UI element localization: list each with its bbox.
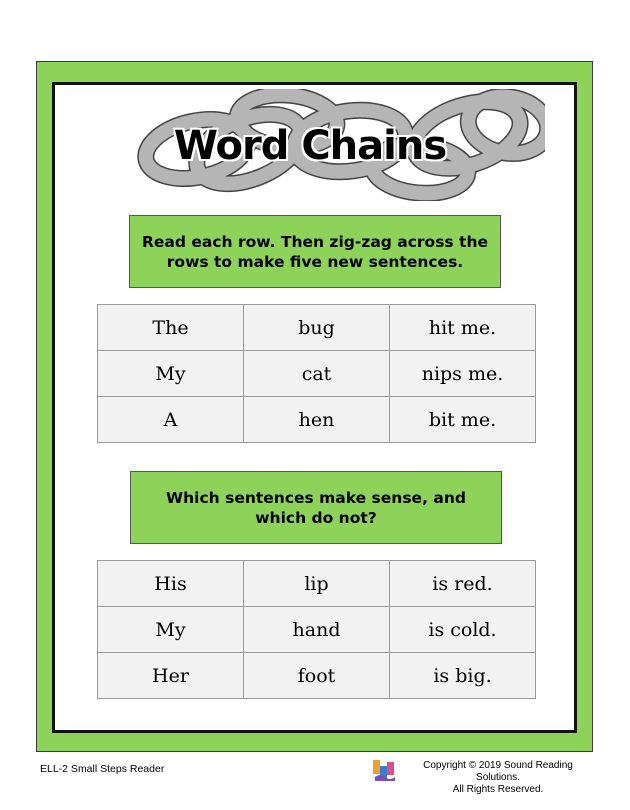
table-cell: A xyxy=(98,397,244,443)
table-cell: hen xyxy=(244,397,390,443)
table-cell: The xyxy=(98,305,244,351)
table-cell: bit me. xyxy=(390,397,536,443)
rights-line: All Rights Reserved. xyxy=(452,784,544,795)
sound-reading-logo-icon xyxy=(371,757,399,785)
table-cell: foot xyxy=(244,653,390,699)
copyright-line: Copyright © 2019 Sound Reading Solutions. xyxy=(423,760,573,783)
table-cell: hit me. xyxy=(390,305,536,351)
table-cell: is big. xyxy=(390,653,536,699)
word-table-1 xyxy=(97,304,536,443)
table-cell: is red. xyxy=(390,561,536,607)
table-cell: Her xyxy=(98,653,244,699)
table-row xyxy=(98,351,536,397)
table-row xyxy=(98,305,536,351)
instruction-box-1: Read each row. Then zig-zag across the rows to make five new sentences. xyxy=(129,215,501,288)
word-table-2 xyxy=(97,560,536,699)
table-cell: is cold. xyxy=(390,607,536,653)
table-cell: hand xyxy=(244,607,390,653)
page-title: Word Chains xyxy=(173,123,447,169)
table-cell: His xyxy=(98,561,244,607)
table-row xyxy=(98,561,536,607)
footer-series-label: ELL-2 Small Steps Reader xyxy=(40,763,165,775)
worksheet-panel xyxy=(52,82,577,733)
table-cell: cat xyxy=(244,351,390,397)
table-row xyxy=(98,607,536,653)
table-cell: My xyxy=(98,351,244,397)
table-cell: bug xyxy=(244,305,390,351)
page-frame xyxy=(36,61,593,752)
table-row xyxy=(98,653,536,699)
table-cell: nips me. xyxy=(390,351,536,397)
instruction-box-2: Which sentences make sense, and which do not? xyxy=(130,471,502,544)
footer-copyright xyxy=(403,760,593,796)
table-row xyxy=(98,397,536,443)
table-cell: lip xyxy=(244,561,390,607)
table-cell: My xyxy=(98,607,244,653)
